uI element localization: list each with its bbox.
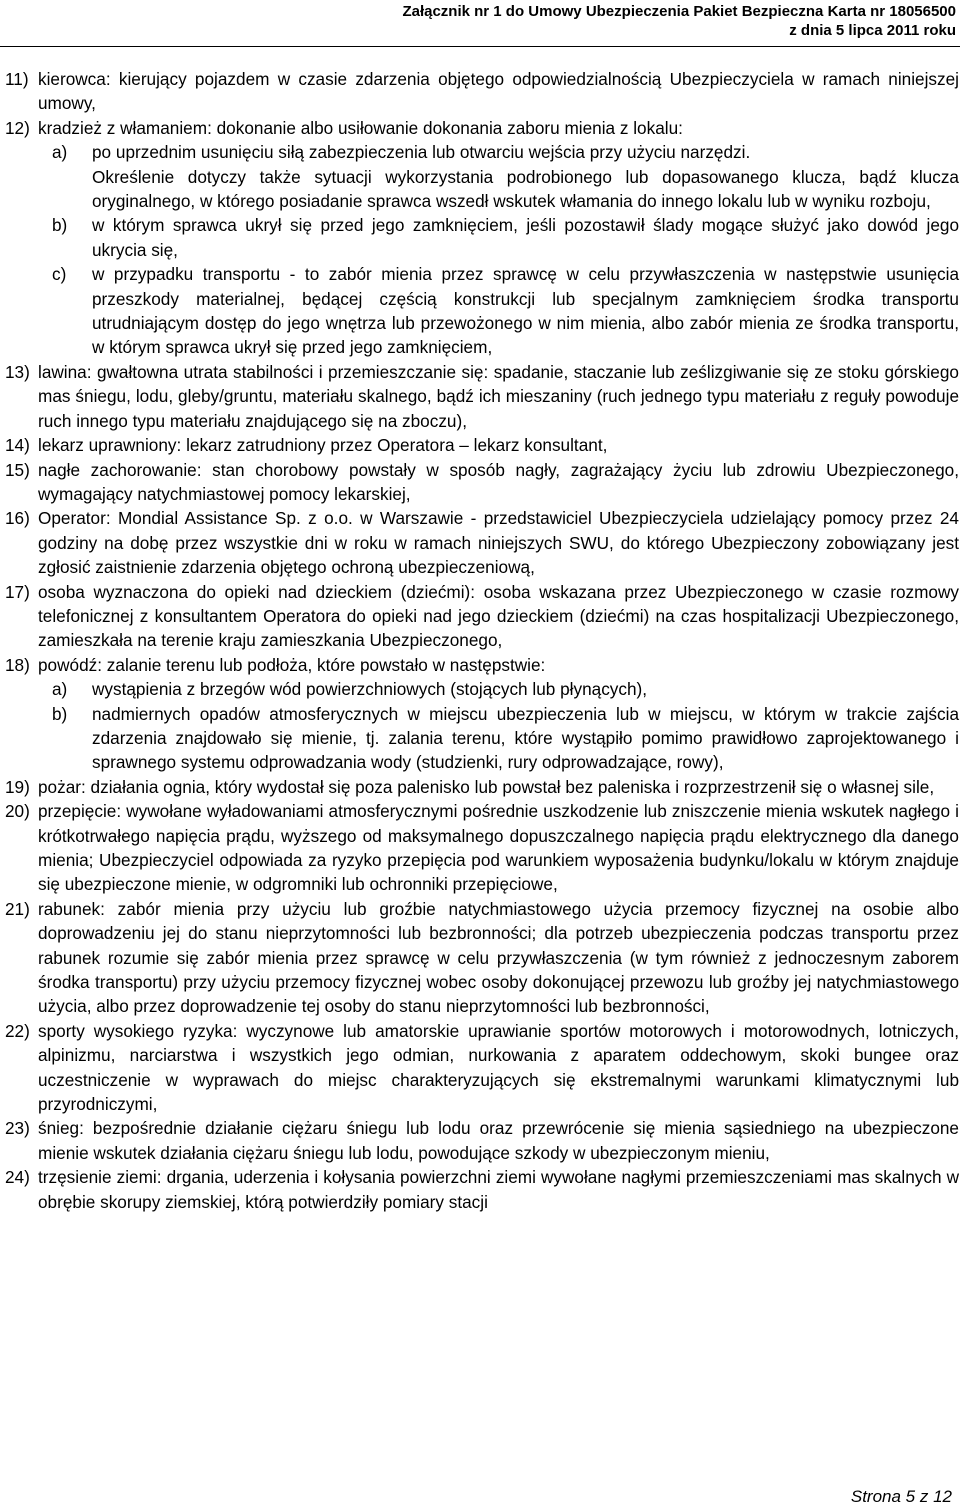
item-text: śnieg: bezpośrednie działanie ciężaru śniegu lub lodu oraz przewrócenie się mienia sąsiedniego na ubezpieczone mienie wskutek działania ciężaru śniegu lub lodu, powodujące szkody w ubezpieczonym mieniu, [38,1118,959,1163]
item-number: 12) [5,117,30,138]
item-text: lekarz uprawniony: lekarz zatrudniony przez Operatora – lekarz konsultant, [38,435,608,456]
item-text: trzęsienie ziemi: drgania, uderzenia i kołysania powierzchni ziemi wywołane nagłymi przemieszczeniami mas skalnych w obrębie skorupy ziemskiej, którą potwierdziły pomiary stacji [38,1167,959,1212]
item-number: 11) [5,69,29,89]
definition-item [5,1116,959,1165]
item-number: 23) [5,1118,30,1139]
sub-item-text: Określenie dotyczy także sytuacji wykorzystania podrobionego lub dopasowanego klucza, bądź klucza oryginalnego, w którego posiadanie sprawca wszedł wskutek włamania do innego lokalu lub w wyniku rozboju, [92,166,959,212]
sub-item-text: nadmiernych opadów atmosferycznych w miejscu ubezpieczenia lub w miejscu, w którym w trakcie zajścia zdarzenia znajdowało się mienie, tj. zalania terenu, które wystąpiło pomimo prawidłowo zaprojektowanego i sprawnego systemu odprowadzania wody (studzienki, rury odprowadzające, rowy), [92,703,959,773]
sub-item [5,140,959,164]
definition-item [5,1019,959,1117]
item-text: lawina: gwałtowna utrata stabilności i przemieszczanie się: spadanie, staczanie lub ześlizgiwanie się ze stoku górskiego mas śniegu, lodu, gleby/gruntu, materiału skalnego, bądź ich mieszaniny (ruch jednego typu materiału z reguły powoduje ruch innego typu materiału znajdującego się na zboczu), [38,361,959,431]
header-divider [0,46,960,47]
sub-item [5,702,959,775]
sub-item-continuation [5,165,959,214]
header-title: Załącznik nr 1 do Umowy Ubezpieczenia Pakiet Bezpieczna Karta nr 18056500 [402,3,956,20]
definition-item [5,580,959,653]
item-number: 16) [5,508,30,529]
definition-item [5,1165,959,1214]
item-text: rabunek: zabór mienia przy użyciu lub groźbie natychmiastowego użycia przemocy fizycznej na osobie albo doprowadzeniu jej do stanu nieprzytomności lub bezbronności; dla potrzeb ubezpieczenia podczas transportu przez rabunek rozumie się zabór mienia przez sprawcę w celu przywłaszczenia (w tym również z jednoczesnym zaborem środka transportu) przy użyciu przemocy fizycznej wobec osoby dokonującej przewozu lub groźby jej natychmiastowego użycia, albo przez doprowadzenie tej osoby do stanu nieprzytomności lub bezbronności, [38,898,959,1017]
item-number: 14) [5,435,30,456]
definition-item [5,506,959,579]
item-text: osoba wyznaczona do opieki nad dzieckiem (dziećmi): osoba wskazana przez Ubezpieczonego w czasie rozmowy telefonicznej z konsultantem Operatora do opieki nad jego dzieckiem (dziećmi) na czas hospitalizacji Ubezpieczonego, zamieszkała na terenie kraju zamieszkania Ubezpieczonego, [38,581,959,651]
definition-item [5,799,959,897]
item-text: powódź: zalanie terenu lub podłoża, które powstało w następstwie: [38,654,546,675]
item-text: nagłe zachorowanie: stan chorobowy powstały w sposób nagły, zagrażający życiu lub zdrowiu Ubezpieczonego, wymagający natychmiastowej pomocy lekarskiej, [38,459,959,504]
definition-item [5,897,959,1019]
sub-item-text: w którym sprawca ukrył się przed jego zamknięciem, jeśli pozostawił ślady mogące służyć jako dowód jego ukrycia się, [92,215,959,260]
sub-item-text: w przypadku transportu - to zabór mienia przez sprawcę w celu przywłaszczenia w następstwie usunięcia przeszkody materialnej, będącej częścią konstrukcji lub specjalnym zamknięciem środka transportu utrudniającym dostęp do jego wnętrza lub przewożonego w nim mienia, albo zabór mienia ze środka transportu, w którym sprawca ukrył się przed jego zamknięciem, [92,264,959,358]
item-text: Operator: Mondial Assistance Sp. z o.o. w Warszawie - przedstawiciel Ubezpieczyciela udzielający pomocy przez 24 godziny na dobę przez wszystkie dni w roku w ramach niniejszych SWU, do którego Ubezpieczony zobowiązany jest zgłosić zaistnienie zdarzenia objętego ochroną ubezpieczeniową, [38,508,959,578]
item-number: 18) [5,654,30,675]
item-text: pożar: działania ognia, który wydostał się poza palenisko lub powstał bez paleniska i rozprzestrzenił się o własnej sile, [38,776,935,797]
definition-item [5,67,959,116]
sub-item-letter: c) [52,264,67,285]
item-text: kradzież z włamaniem: dokonanie albo usiłowanie dokonania zaboru mienia z lokalu: [38,117,683,138]
sub-item-letter: b) [52,703,68,724]
definition-item [5,458,959,507]
item-number: 13) [5,361,30,382]
item-number: 15) [5,459,30,480]
definition-item [5,775,959,799]
item-text: kierowca: kierujący pojazdem w czasie zdarzenia objętego odpowiedzialnością Ubezpieczyciela w ramach niniejszej umowy, [38,69,959,114]
sub-item [5,213,959,262]
page-number: Strona 5 z 12 [850,1487,952,1506]
item-number: 20) [5,801,30,822]
definition-item [5,433,959,457]
definition-item [5,653,959,677]
sub-item-letter: b) [52,215,68,236]
definition-item [5,360,959,433]
item-number: 24) [5,1167,30,1188]
sub-item-letter: a) [52,142,68,163]
item-text: przepięcie: wywołane wyładowaniami atmosferycznymi pośrednie uszkodzenie lub zniszczenie mienia wskutek nagłego i krótkotrwałego napięcia prądu, wyższego od maksymalnego dopuszczalnego napięcia prądu elektrycznego dla danego mienia; Ubezpieczyciel odpowiada za ryzyko przepięcia pod warunkiem wyposażenia budynku/lokalu w którym znajduje się ubezpieczone mienie, w odgromniki lub ochronniki przepięciowe, [38,801,959,895]
item-number: 21) [5,898,30,919]
document-header [402,2,956,40]
sub-item [5,262,959,360]
item-number: 19) [5,776,30,797]
sub-item [5,677,959,701]
sub-item-letter: a) [52,679,68,700]
item-text: sporty wysokiego ryzyka: wyczynowe lub amatorskie uprawianie sportów motorowych i motorowodnych, lotniczych, alpinizmu, narciarstwa i wszystkich jego odmian, nurkowania z aparatem oddechowym, skoki bungee oraz uczestniczenie w wyprawach do miejsc charakteryzujących się ekstremalnymi warunkami klimatycznymi lub przyrodniczymi, [38,1020,959,1115]
sub-item-text: po uprzednim usunięciu siłą zabezpieczenia lub otwarciu wejścia przy użyciu narzędzi. [92,142,751,163]
item-number: 22) [5,1020,30,1041]
header-date: z dnia 5 lipca 2011 roku [789,22,956,39]
definition-item [5,116,959,140]
sub-item-text: wystąpienia z brzegów wód powierzchniowych (stojących lub płynących), [92,679,648,700]
item-number: 17) [5,581,30,602]
definitions-list [5,67,959,1214]
